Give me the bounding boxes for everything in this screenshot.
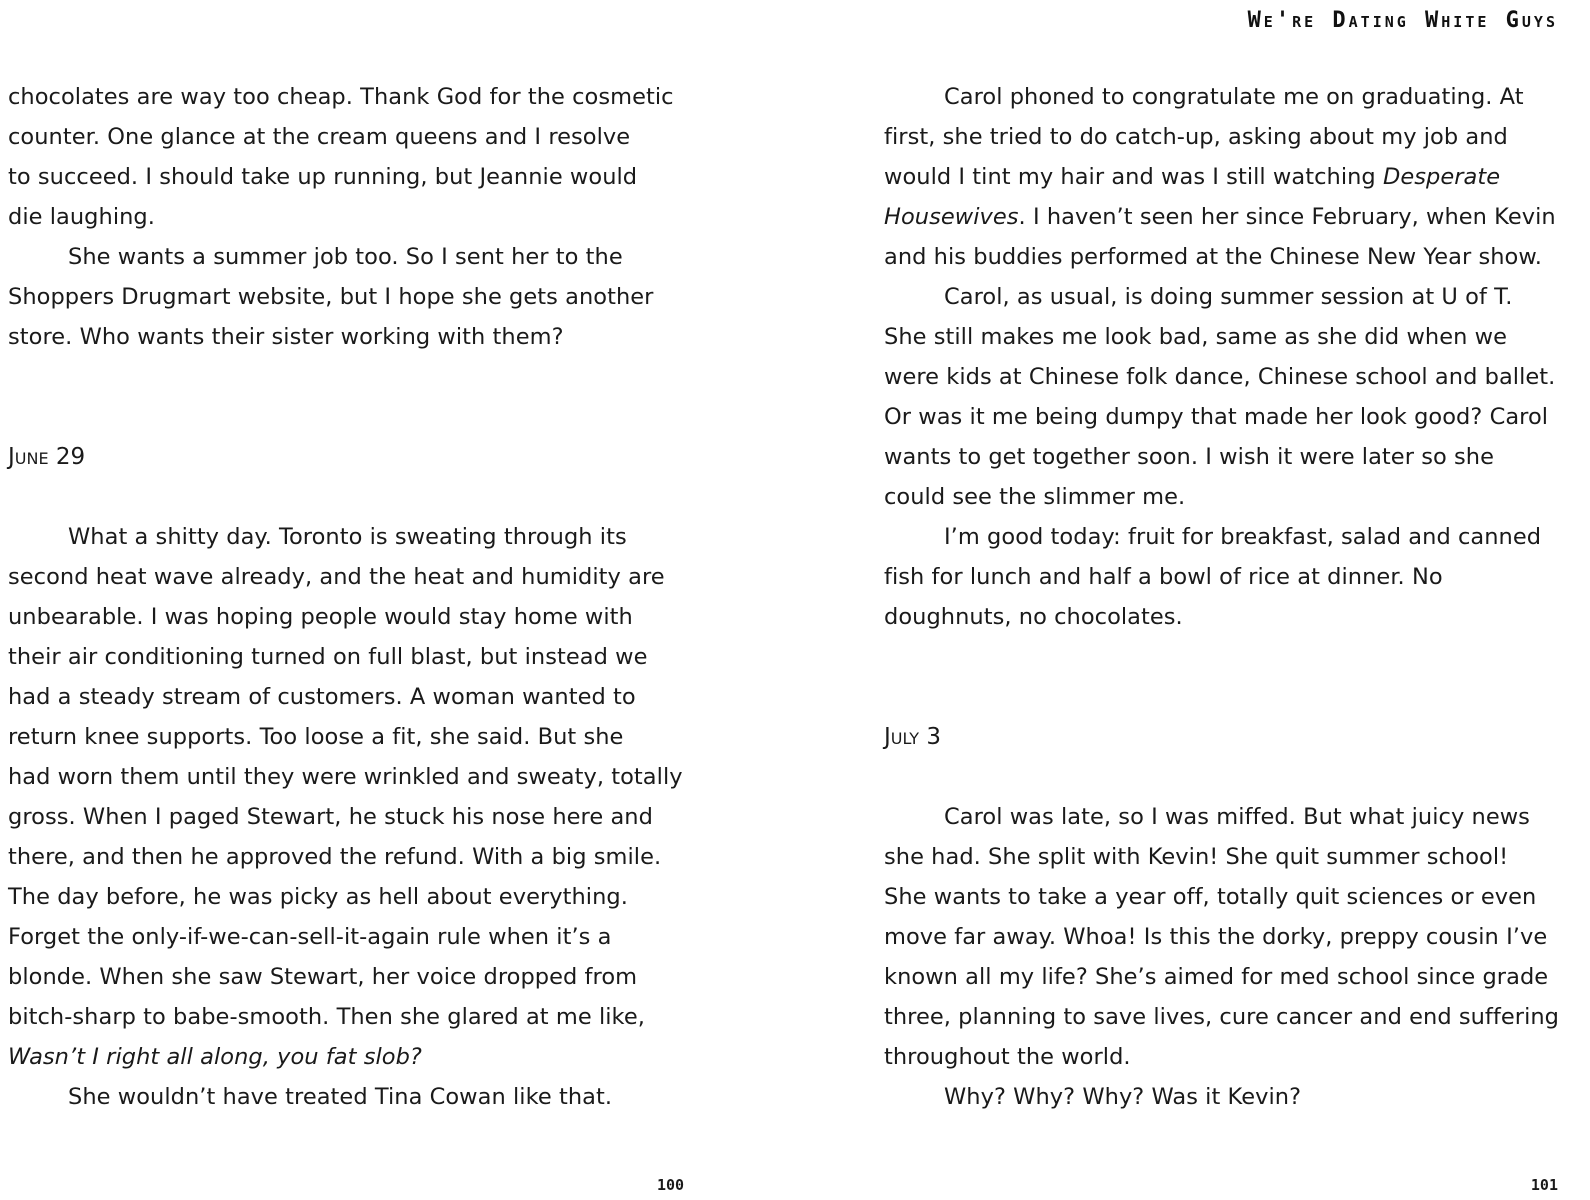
text-line: The day before, he was picky as hell about everything. [8, 884, 628, 910]
text-line: Shoppers Drugmart website, but I hope she gets another [8, 284, 654, 310]
text-line: fish for lunch and half a bowl of rice at dinner. No [884, 564, 1443, 590]
text-line: Why? Why? Why? Was it Kevin? [944, 1084, 1302, 1110]
text-line: throughout the world. [884, 1044, 1131, 1070]
text-line: could see the slimmer me. [884, 484, 1186, 510]
text-line: bitch-sharp to babe-smooth. Then she glared at me like, [8, 1004, 645, 1030]
diary-date-heading: June 29 [8, 444, 86, 470]
page-number: 101 [1530, 1176, 1558, 1194]
text-line: She wouldn’t have treated Tina Cowan like that. [68, 1084, 613, 1110]
text-line: store. Who wants their sister working with them? [8, 324, 564, 350]
text-span: would I tint my hair and was I still watching [884, 164, 1383, 190]
text-line: gross. When I paged Stewart, he stuck his nose here and [8, 804, 653, 830]
text-line: there, and then he approved the refund. With a big smile. [8, 844, 662, 870]
diary-date-heading: July 3 [884, 724, 942, 750]
show-title-italic: Desperate [1382, 164, 1501, 190]
text-line: their air conditioning turned on full blast, but instead we [8, 644, 648, 670]
text-line: and his buddies performed at the Chinese New Year show. [884, 244, 1542, 270]
text-line: known all my life? She’s aimed for med school since grade [884, 964, 1549, 990]
text-line: Carol phoned to congratulate me on graduating. At [944, 84, 1524, 110]
text-line: She still makes me look bad, same as she did when we [884, 324, 1507, 350]
text-line: Forget the only-if-we-can-sell-it-again rule when it’s a [8, 924, 612, 950]
text-line: die laughing. [8, 204, 155, 230]
right-page-text [884, 77, 1574, 1117]
text-line: Carol was late, so I was miffed. But what juicy news [944, 804, 1530, 830]
text-line: Or was it me being dumpy that made her look good? Carol [884, 404, 1549, 430]
left-page-text [8, 77, 688, 1117]
text-line: three, planning to save lives, cure cancer and end suffering [884, 1004, 1560, 1030]
text-line: blonde. When she saw Stewart, her voice dropped from [8, 964, 638, 990]
text-line: She wants to take a year off, totally quit sciences or even [884, 884, 1537, 910]
text-line: move far away. Whoa! Is this the dorky, preppy cousin I’ve [884, 924, 1548, 950]
text-line: chocolates are way too cheap. Thank God for the cosmetic [8, 84, 674, 110]
text-line: return knee supports. Too loose a fit, she said. But she [8, 724, 624, 750]
text-line [884, 157, 1574, 197]
text-line: wants to get together soon. I wish it were later so she [884, 444, 1494, 470]
text-span: . I haven’t seen her since February, when Kevin [1018, 204, 1556, 230]
text-line: had worn them until they were wrinkled and sweaty, totally [8, 764, 683, 790]
text-line: unbearable. I was hoping people would stay home with [8, 604, 633, 630]
right-page [884, 0, 1574, 1200]
text-line: I’m good today: fruit for breakfast, salad and canned [944, 524, 1542, 550]
text-line: counter. One glance at the cream queens and I resolve [8, 124, 631, 150]
running-head: We're Dating White Guys [1247, 8, 1558, 33]
text-line: first, she tried to do catch-up, asking about my job and [884, 124, 1508, 150]
text-line: doughnuts, no chocolates. [884, 604, 1183, 630]
text-line-italic [8, 1037, 688, 1077]
left-page [8, 0, 688, 1200]
text-line: Carol, as usual, is doing summer session at U of T. [944, 284, 1513, 310]
page-number: 100 [657, 1176, 685, 1194]
text-line: second heat wave already, and the heat and humidity are [8, 564, 665, 590]
text-line: had a steady stream of customers. A woman wanted to [8, 684, 636, 710]
text-line: to succeed. I should take up running, but Jeannie would [8, 164, 638, 190]
text-line: What a shitty day. Toronto is sweating through its [68, 524, 627, 550]
italic-thought: Wasn’t I right all along, you fat slob? [8, 1044, 422, 1070]
show-title-italic: Housewives [884, 204, 1019, 230]
text-line: She wants a summer job too. So I sent her to the [68, 244, 623, 270]
text-line: she had. She split with Kevin! She quit summer school! [884, 844, 1509, 870]
text-line: were kids at Chinese folk dance, Chinese school and ballet. [884, 364, 1556, 390]
text-line [884, 197, 1574, 237]
